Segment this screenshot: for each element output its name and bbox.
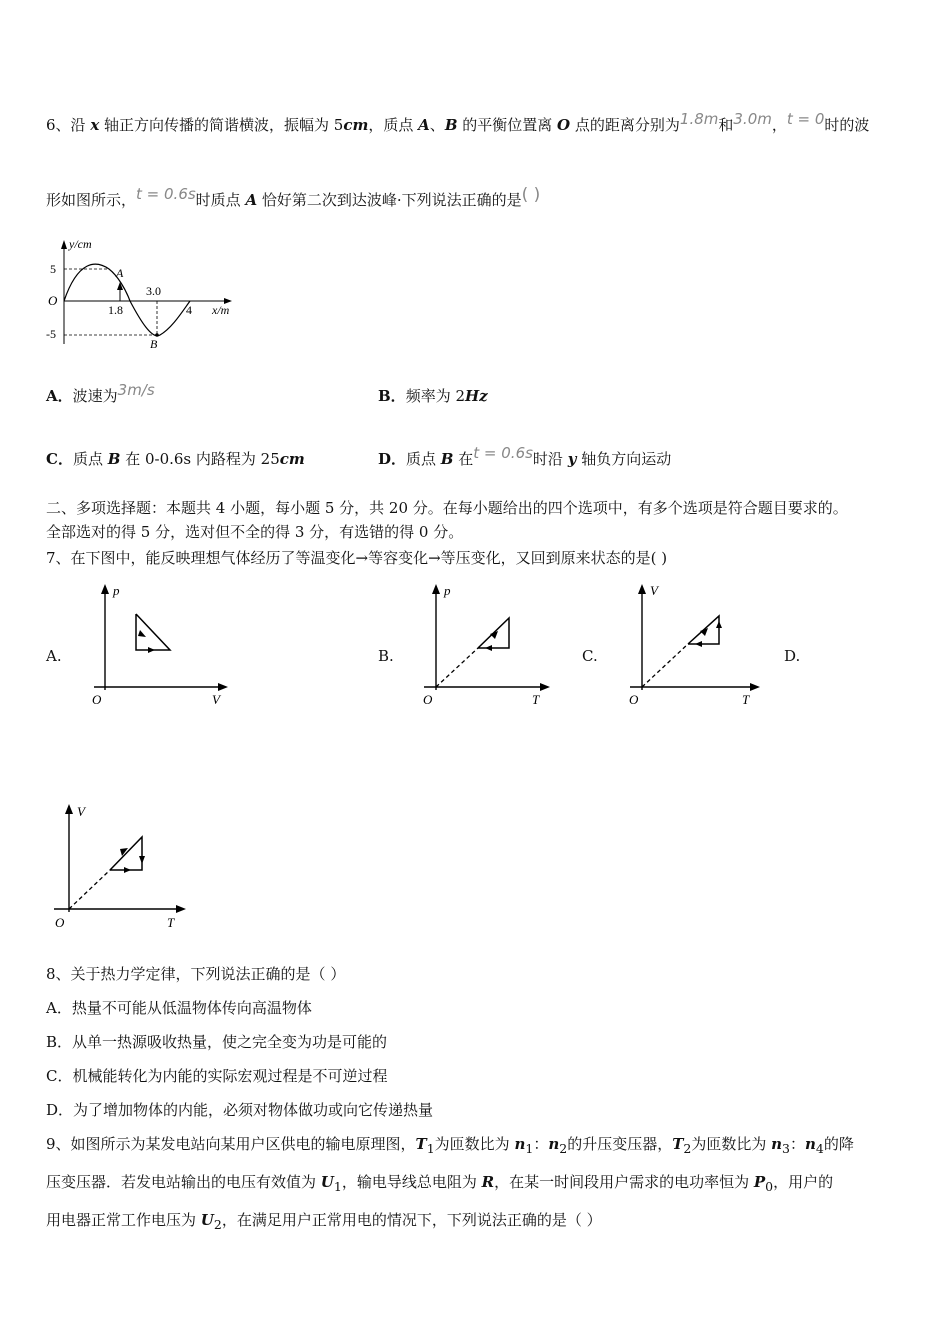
graph-b-y-arrow: [432, 584, 440, 594]
q7-graph-c[interactable]: [618, 580, 763, 710]
q7-graph-b[interactable]: [412, 580, 552, 710]
wave-curve: [64, 264, 190, 336]
graph-c-y-label: V: [650, 583, 658, 598]
q8-option-c[interactable]: C．机械能转化为内能的实际宏观过程是不可逆过程: [46, 1067, 388, 1085]
q6-option-c[interactable]: C．质点 B 在 0-0.6s 内路程为 25cm: [46, 450, 305, 468]
graph-a-y-arrow: [101, 584, 109, 594]
math-t0: t = 0: [786, 110, 825, 128]
graph-d-cycle: [110, 837, 142, 870]
graph-d-cycle-arrow3: [124, 867, 131, 873]
q7-graph-a[interactable]: [82, 580, 232, 710]
q6-option-b[interactable]: B．频率为 2Hz: [378, 387, 488, 405]
wave-ymin-label: -5: [46, 327, 56, 341]
q7-graph-d[interactable]: [44, 800, 189, 935]
wave-b-label: B: [150, 337, 158, 351]
q9-stem-line2: 压变压器．若发电站输出的电压有效值为 $U_1$，输电导线总电阻为 R，在某一时间段用户需求的电功率恒为 $P_0$，用户的: [46, 1173, 834, 1194]
graph-b-y-label: p: [444, 583, 451, 598]
q6-stem-line2: 形如图所示，t = 0.6s时质点 A 恰好第二次到达波峰·下列说法正确的是( ): [46, 185, 541, 209]
q6-stem-line1: 6、沿 x 轴正方向传播的简谐横波，振幅为 5cm，质点 A、B 的平衡位置离 O 点的距离分别为1.8m和3.0m，t = 0时的波: [46, 110, 870, 134]
q8-option-b[interactable]: B．从单一热源吸收热量，使之完全变为功是可能的: [46, 1033, 388, 1051]
graph-d-y-arrow: [65, 804, 73, 814]
graph-d-x-label: T: [167, 915, 175, 930]
math-t06: t = 0.6s: [136, 185, 196, 203]
graph-c-y-arrow: [638, 584, 646, 594]
graph-c-cycle-arrow3: [695, 641, 702, 647]
math-3-0m: 3.0m: [733, 110, 772, 128]
q6-option-d[interactable]: D．质点 B 在t = 0.6s时沿 y 轴负方向运动: [378, 444, 672, 468]
graph-b-origin: O: [423, 692, 433, 707]
q8-option-a[interactable]: A．热量不可能从低温物体传向高温物体: [46, 999, 312, 1017]
graph-d-origin: O: [55, 915, 65, 930]
q8-stem: 8、关于热力学定律，下列说法正确的是（ ）: [46, 965, 346, 983]
wave-point-a-head: [117, 282, 123, 290]
wave-x4-label: 4: [186, 303, 192, 317]
graph-a-cycle-arrow2: [148, 647, 155, 653]
graph-a-x-arrow: [218, 683, 228, 691]
wave-x-label: x/m: [212, 303, 230, 317]
wave-ymax-label: 5: [50, 262, 56, 276]
q9-stem-line3: 用电器正常工作电压为 $U_2$，在满足用户正常用电的情况下，下列说法正确的是（ ）: [46, 1211, 602, 1232]
q7-stem: 7、在下图中，能反映理想气体经历了等温变化→等容变化→等压变化，又回到原来状态的是( ): [46, 549, 668, 567]
graph-a-y-label: p: [113, 583, 120, 598]
graph-d-x-arrow: [176, 905, 186, 913]
graph-d-cycle-arrow2: [139, 856, 145, 864]
wave-x18-label: 1.8: [108, 303, 123, 317]
q7-option-c-label[interactable]: C.: [582, 647, 598, 665]
graph-a-cycle-arrow1: [138, 630, 146, 637]
graph-c-x-label: T: [742, 692, 750, 707]
wave-a-label: A: [116, 266, 124, 280]
q6-option-a[interactable]: A．波速为3m/s: [46, 381, 155, 405]
wave-y-arrow: [61, 240, 67, 249]
math-1-8m: 1.8m: [679, 110, 719, 128]
wave-origin: O: [48, 293, 58, 308]
graph-c-cycle-arrow2: [716, 621, 722, 628]
graph-b-x-arrow: [540, 683, 550, 691]
q8-option-d[interactable]: D．为了增加物体的内能，必须对物体做功或向它传递热量: [46, 1101, 434, 1119]
graph-c-dashed-line: [642, 644, 688, 687]
q7-option-d-label[interactable]: D.: [784, 647, 801, 665]
graph-b-cycle-arrow2: [485, 645, 492, 651]
graph-a-x-label: V: [212, 692, 220, 707]
q7-option-a-label[interactable]: A.: [46, 647, 62, 665]
graph-b-x-label: T: [532, 692, 540, 707]
q7-option-b-label[interactable]: B.: [378, 647, 394, 665]
wave-y-label: y/cm: [69, 237, 92, 251]
section2-heading-line2: 全部选对的得 5 分，选对但不全的得 3 分，有选错的得 0 分。: [46, 523, 464, 541]
graph-d-dashed-line: [69, 870, 110, 909]
wave-x30-label: 3.0: [146, 284, 161, 298]
q9-stem-line1: 9、如图所示为某发电站向某用户区供电的输电原理图，$T_1$为匝数比为 $n_1$：$n_2$的升压变压器，$T_2$为匝数比为 $n_3$：$n_4$的降: [46, 1135, 854, 1156]
graph-b-dashed-line: [436, 648, 478, 687]
graph-c-x-arrow: [750, 683, 760, 691]
graph-a-origin: O: [92, 692, 102, 707]
section2-heading-line1: 二、多项选择题：本题共 4 小题，每小题 5 分，共 20 分。在每小题给出的四个选项中，有多个选项是符合题目要求的。: [46, 499, 848, 517]
wave-graph: [40, 232, 250, 352]
graph-c-origin: O: [629, 692, 639, 707]
graph-d-y-label: V: [77, 804, 85, 819]
